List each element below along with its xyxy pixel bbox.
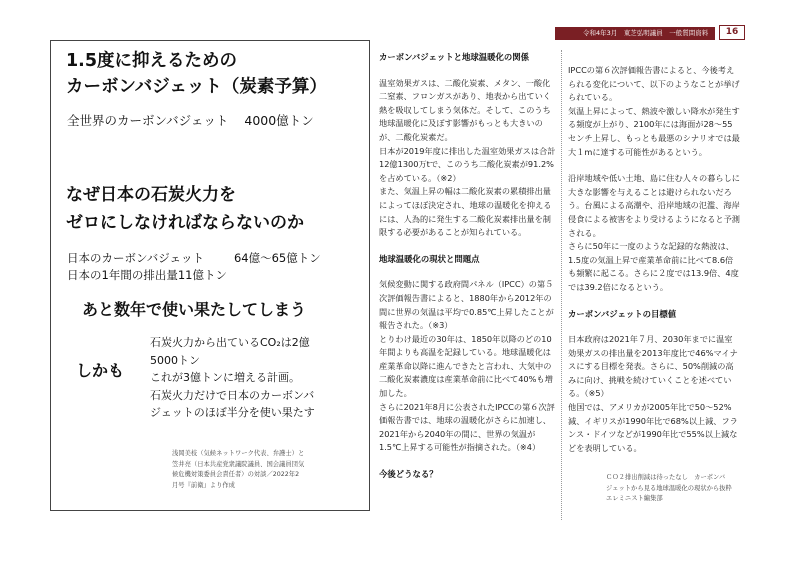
section-heading-carbon-budget: カーボンバジェットと地球温暖化の関係	[379, 52, 529, 62]
main-title-line-2: カーボンバジェット（炭素予算）	[66, 77, 327, 97]
paragraph: 気候変動に関する政府間パネル（IPCC）の第５次評価報告書によると、1880年から2012年の間に世界の気温は平均で0.85℃上昇したことが報告された。（※3）	[379, 279, 554, 331]
section-heading-warming-status: 地球温暖化の現状と問題点	[379, 253, 480, 264]
why-heading-line-1: なぜ日本の石炭火力を	[66, 185, 236, 205]
source-credit	[172, 449, 362, 491]
why-heading	[66, 181, 304, 237]
source-caption	[606, 473, 748, 505]
paragraph: さらに50年に一度のような記録的な熱波は、1.5度の気温上昇で産業革命前に比べて8.6倍も頻繁に起こる。さらに２度では13.9倍、4度では39.2倍になるという。	[568, 241, 739, 292]
article-column-middle	[379, 51, 557, 494]
page-number: 16	[719, 25, 745, 40]
section-heading-target: カーボンバジェットの目標値	[568, 308, 677, 319]
coal-power-text	[150, 334, 360, 422]
credit-line: 月号『前衛』より作成	[172, 481, 235, 489]
paragraph: 温室効果ガスは、二酸化炭素、メタン、一酸化二窒素、フロンガスがあり、地表から出ていく熱を吸収してしまう気体だ。そして、このうち地球温暖化に及ぼす影響がもっとも大きいのが、二酸化炭素だ。	[379, 77, 551, 142]
main-title-line-1: 1.5度に抑えるための	[66, 51, 238, 71]
section-heading-future: 今後どうなる？	[379, 469, 438, 480]
paragraph: さらに2021年8月に公表されたIPCCの第６次評価報告書では、地球の温暖化がさらに加速し、2021年から2040年の間に、世界の気温が1.5℃上昇する可能性が指摘された。（※4）	[379, 401, 555, 453]
why-heading-line-2: ゼロにしなければならないのか	[66, 213, 304, 233]
paragraph: とりわけ最近の30年は、1850年以降のどの10年間よりも高温を記録している。地球温暖化は産業革命以降に進んできたと言われ、大気中の二酸化炭素濃度は産業革命前に比べて40%も増加した。	[379, 333, 553, 399]
world-budget-label: 全世界のカーボンバジェット	[67, 113, 229, 128]
japan-budget-value: 64億〜65億トン	[233, 251, 321, 265]
paragraph: また、気温上昇の幅は二酸化炭素の累積排出量によってほぼ決定され、地球の温暖化を抑えるには、人為的に発生する二酸化炭素排出量を制限する必要があることが知られている。	[379, 186, 552, 238]
japan-annual-emissions: 日本の1年間の排出量11億トン	[67, 268, 227, 282]
paragraph: 他国では、アメリカが2005年比で50〜52%減、イギリスが1990年比で68%以上減、フランス・ドイツなどが1990年比で55%以上減などを表明している。	[568, 402, 738, 453]
coal-line: 石炭火力だけで日本のカーボンバ	[150, 388, 315, 402]
credit-line: 候危機対策委員会責任者）の対談／2022年2	[172, 471, 300, 478]
world-budget-value: 4000億トン	[244, 113, 314, 128]
coal-line: これが3億トンに増える計画。	[150, 371, 300, 384]
shikamo-label: しかも	[76, 361, 125, 380]
main-title	[66, 48, 327, 100]
caption-line: ジェットから見る地球温暖化の現状から抜粋	[606, 484, 732, 492]
credit-line: 浅岡美枝（気候ネットワーク代表、弁護士）と	[172, 450, 305, 457]
japan-budget	[67, 250, 321, 284]
caption-line: エレミニスト編集部	[606, 495, 663, 502]
paragraph: 日本が2019年度に排出した温室効果ガスは合計12億1300万tで、このうち二酸化炭素が91.2%を占めている。（※2）	[379, 145, 556, 183]
world-budget	[67, 111, 314, 129]
column-divider	[561, 50, 562, 520]
paragraph: 日本政府は2021年７月、2030年までに温室効果ガスの排出量を2013年度比で46%マイナスにする目標を発表。さらに、50%削減の高みに向け、挑戦を続けていくことを述べている。（※5）	[568, 334, 738, 399]
coal-line: 5000トン	[150, 353, 200, 367]
run-out-heading: あと数年で使い果たしてしまう	[82, 300, 307, 319]
header-title: 令和4年3月 東芝弘明議員 一般質問資料	[555, 27, 715, 40]
paragraph: IPCCの第６次評価報告書によると、今後考えられる変化について、以下のようなことが挙げられている。	[568, 65, 740, 103]
credit-line: 笠井亮（日本共産党衆議院議員、国会議員団気	[172, 460, 305, 468]
paragraph: 沿岸地域や低い土地、島に住む人々の暮らしに大きな影響を与えることは避けられないだろう。台風による高潮や、沿岸地域の氾濫、海岸侵食による被害をより受けるようになると予測される。	[568, 173, 740, 238]
japan-budget-label: 日本のカーボンバジェット	[67, 251, 204, 265]
article-column-right	[568, 64, 740, 468]
coal-line: ジェットのほぼ半分を使い果たす	[150, 406, 315, 419]
paragraph: 気温上昇によって、熱波や激しい降水が発生する頻度が上がり、2100年には海面が28〜55センチ上昇し、もっとも最悪のシナリオでは最大１mに達する可能性があるという。	[568, 105, 740, 157]
caption-line: ＣＯ２排出削減は待ったなし カーボンバ	[606, 474, 726, 481]
coal-line: 石炭火力から出ているCO₂は2億	[150, 336, 310, 349]
